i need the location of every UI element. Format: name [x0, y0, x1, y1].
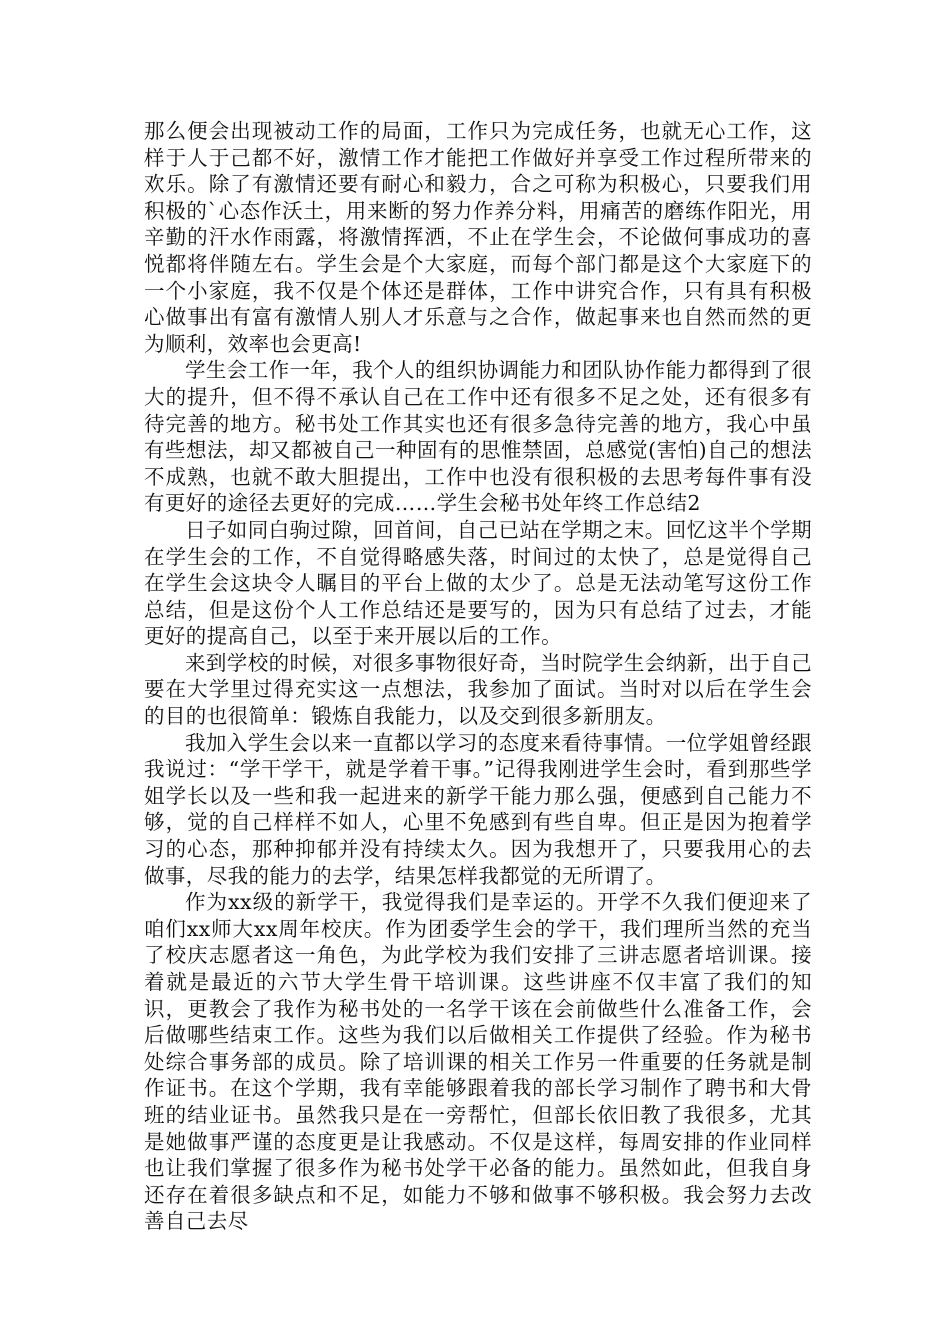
paragraph-5: 我加入学生会以来一直都以学习的态度来看待事情。一位学姐曾经跟我说过：“学干学干，就是学着干事。”记得我刚进学生会时，看到那些学姐学长以及一些和我一起进来的新学干能力那么强，便感到自己能力不够，觉的自己样样不如人，心里不免感到有些自卑。但正是因为抱着学习的心态，那种抑郁并没有持续太久。因为我想开了，只要我用心的去做事，尽我的能力的去学，结果怎样我都觉的无所谓了。 — [144, 730, 812, 888]
paragraph-3: 日子如同白驹过隙，回首间，自己已站在学期之末。回忆这半个学期在学生会的工作，不自觉得略感失落，时间过的太快了，总是觉得自己在学生会这块令人瞩目的平台上做的太少了。总是无法动笔写这份工作总结，但是这份个人工作总结还是要写的，因为只有总结了过去，才能更好的提高自己，以至于来开展以后的工作。 — [144, 517, 812, 649]
paragraph-1: 那么便会出现被动工作的局面，工作只为完成任务，也就无心工作，这样于人于己都不好，激情工作才能把工作做好并享受工作过程所带来的欢乐。除了有激情还要有耐心和毅力，合之可称为积极心，只要我们用积极的`心态作沃土，用来断的努力作养分料，用痛苦的磨练作阳光，用辛勤的汗水作雨露，将激情挥洒，不止在学生会，不论做何事成功的喜悦都将伴随左右。学生会是个大家庭，而每个部门都是这个大家庭下的一个小家庭，我不仅是个体还是群体，工作中讲究合作，只有具有积极心做事出有富有激情人别人才乐意与之合作，做起事来也自然而然的更为顺利，效率也会更高! — [144, 119, 812, 356]
paragraph-2: 学生会工作一年，我个人的组织协调能力和团队协作能力都得到了很大的提升，但不得不承认自己在工作中还有很多不足之处，还有很多有待完善的地方。秘书处工作其实也还有很多急待完善的地方，我心中虽有些想法，却又都被自己一种固有的思惟禁固，总感觉(害怕)自己的想法不成熟，也就不敢大胆提出，工作中也没有很积极的去思考每件事有没有更好的途径去更好的完成……学生会秘书处年终工作总结2 — [144, 358, 812, 516]
paragraph-6: 作为xx级的新学干，我觉得我们是幸运的。开学不久我们便迎来了咱们xx师大xx周年校庆。作为团委学生会的学干，我们理所当然的充当了校庆志愿者这一角色，为此学校为我们安排了三讲志愿者培训课。接着就是最近的六节大学生骨干培训课。这些讲座不仅丰富了我们的知识，更教会了我作为秘书处的一名学干该在会前做些什么准备工作，会后做哪些结束工作。这些为我们以后做相关工作提供了经验。作为秘书处综合事务部的成员。除了培训课的相关工作另一件重要的任务就是制作证书。在这个学期，我有幸能够跟着我的部长学习制作了聘书和大骨班的结业证书。虽然我只是在一旁帮忙，但部长依旧教了我很多，尤其是她做事严谨的态度更是让我感动。不仅是这样，每周安排的作业同样也让我们掌握了很多作为秘书处学干必备的能力。虽然如此，但我自身还存在着很多缺点和不足，如能力不够和做事不够积极。我会努力去改善自己去尽 — [144, 890, 812, 1234]
paragraph-4: 来到学校的时候，对很多事物很好奇，当时院学生会纳新，出于自己要在大学里过得充实这一点想法，我参加了面试。当时对以后在学生会的目的也很简单：锻炼自我能力，以及交到很多新朋友。 — [144, 650, 812, 729]
document-body — [144, 118, 812, 1235]
